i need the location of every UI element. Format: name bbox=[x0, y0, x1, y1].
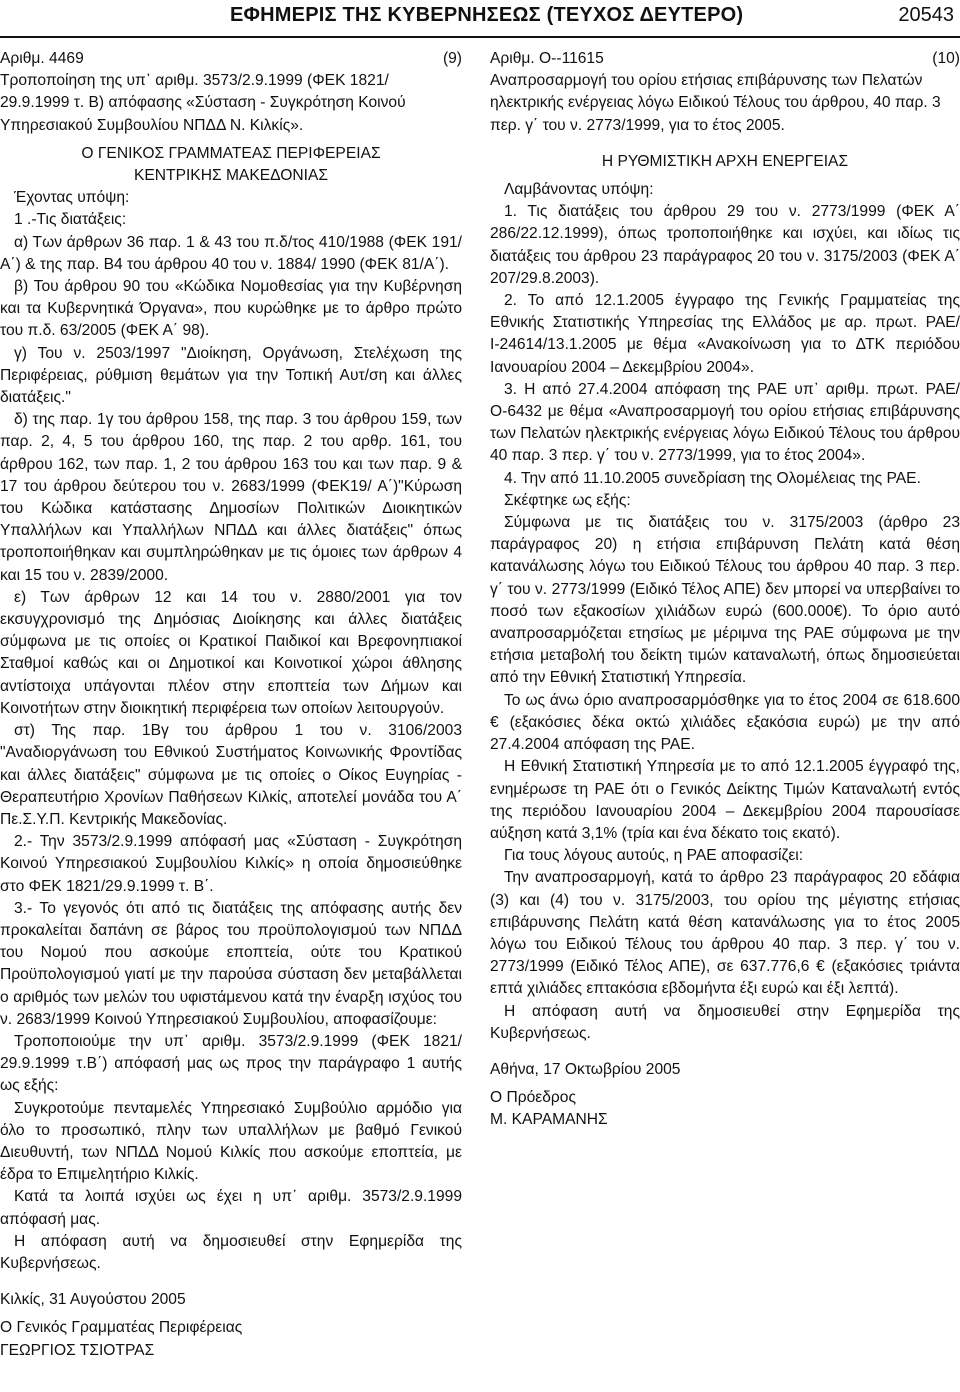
paragraph: Τροποποιούμε την υπ᾽ αριθμ. 3573/2.9.1999 (ΦΕΚ 1821/ 29.9.1999 τ.Β΄) απόφασή μας ως προς την παράγραφο 1 αυτής ως εξής: bbox=[0, 1032, 462, 1095]
paragraph: Το ως άνω όριο αναπροσαρμόσθηκε για το έτος 2004 σε 618.600 € (εξακόσιες δέκα οκτώ χιλιάδες εξακόσια ευρώ) με την από 27.4.2004 απόφαση της ΡΑΕ. bbox=[490, 691, 960, 754]
paragraph: 2. Το από 12.1.2005 έγγραφο της Γενικής Γραμματείας της Εθνικής Στατιστικής Υπηρεσίας της Ελλάδος με αρ. πρωτ. ΡΑΕ/Ι-24614/13.1.2005 με θέμα «Ανακοίνωση για το ΔΤΚ περιόδου Ιανουαρίου 2004 – Δεκεμβρίου 2004». bbox=[490, 292, 960, 376]
paragraph: 4. Την από 11.10.2005 συνεδρίαση της Ολομέλειας της ΡΑΕ. bbox=[504, 469, 921, 487]
paragraph: Η Εθνική Στατιστική Υπηρεσία με το από 12.1.2005 έγγραφό της, ενημέρωσε τη ΡΑΕ ότι ο Γενικός Δείκτης Τιμών Καταναλωτή εντός της περιόδου Ιανουαρίου 2004 – Δεκεμβρίου 2004 παρουσίασε αύξηση κατά 3,1% (τρία και ένα δέκατο τοις εκατό). bbox=[490, 758, 960, 842]
signer-name: ΓΕΩΡΓΙΟΣ ΤΣΙΟΤΡΑΣ bbox=[0, 1341, 155, 1359]
paragraph: α) Των άρθρων 36 παρ. 1 & 43 του π.δ/τος 410/1988 (ΦΕΚ 191/Α΄) & της παρ. Β4 του άρθρου 40 του ν. 1884/ 1990 (ΦΕΚ 81/Α΄). bbox=[0, 233, 462, 273]
paragraph: δ) της παρ. 1γ του άρθρου 158, της παρ. 3 του άρθρου 159, των παρ. 2, 4, 5 του άρθρου 160, της παρ. 2 του αρθρ. 161, του άρθρου 162, των παρ. 1, 2 του άρθρου 163 του και των παρ. 9 & 17 του άρθρου δεύτερου του ν. 2683/1999 (ΦΕΚ19/ Α΄)"Κύρωση του Κώδικα κατάστασης Δημοσίων Πολιτικών Διοικητικών Υπαλλήλων και Υπαλλήλων ΝΠΔΔ και άλλες διατάξεις" όπως τροποποιήθηκαν και συμπληρώθηκαν με τις όμοιες των άρθρων 4 και 15 του ν. 2839/2000. bbox=[0, 411, 462, 584]
decision-subject: Αναπροσαρμογή του ορίου ετήσιας επιβάρυνσης των Πελατών ηλεκτρικής ενέργειας λόγω Ειδικού Τέλους του άρθρου, 40 παρ. 3 περ. γ΄ του ν. 2773/1999, για το έτος 2005. bbox=[490, 72, 941, 134]
decision-number-row bbox=[490, 48, 960, 70]
left-column bbox=[0, 48, 462, 1362]
paragraph: Την αναπροσαρμογή, κατά το άρθρο 23 παράγραφος 20 εδάφια (3) και (4) του ν. 3175/2003, του ορίου της μέγιστης ετήσιας επιβάρυνσης Πελάτη κατά θέση κατανάλωσης για το έτος 2005 λόγω του Ειδικού Τέλους του άρθρου 40 παρ. 3 περ. γ΄ του ν. 2773/1999 (Ειδικό Τέλος ΑΠΕ), σε 637.776,6 € (εξακόσιες τριάντα επτά χιλιάδες επτακόσια εβδομήντα έξι ευρώ και έξι λεπτά). bbox=[490, 869, 960, 998]
paragraph: Η απόφαση αυτή να δημοσιευθεί στην Εφημερίδα της Κυβερνήσεως. bbox=[490, 1002, 960, 1042]
decision-subject: Τροποποίηση της υπ᾽ αριθμ. 3573/2.9.1999 (ΦΕΚ 1821/ 29.9.1999 τ. Β) απόφασης «Σύσταση - Συγκρότηση Κοινού Υπηρεσιακού Συμβουλίου ΝΠΔΔ Ν. Κιλκίς». bbox=[0, 72, 406, 134]
considering-heading: Λαμβάνοντας υπόψη: bbox=[504, 181, 654, 199]
paragraph: ε) Των άρθρων 12 και 14 του ν. 2880/2001 για τον εκσυγχρονισμό της Δημόσιας Διοίκησης και άλλες διατάξεις σύμφωνα με τις οποίες οι Κρατικοί Παιδικοί και Βρεφονηπιακοί Σταθμοί καθώς και οι Δημοτικοί και Κοινοτικοί χώροι άθλησης αντίστοιχα υπάγονται πλέον στην εποπτεία των Δήμων και Κοινοτήτων στην διοικητική περιφέρεια των οποίων λειτουργούν. bbox=[0, 588, 462, 717]
place-date: Κιλκίς, 31 Αυγούστου 2005 bbox=[0, 1291, 186, 1309]
paragraph: γ) Του ν. 2503/1997 "Διοίκηση, Οργάνωση, Στελέχωση της Περιφέρειας, ρύθμιση θεμάτων για την Τοπική Αυτ/ση και άλλες διατάξεις." bbox=[0, 344, 462, 407]
thinking-heading: Σκέφτηκε ως εξής: bbox=[504, 491, 631, 509]
page-header bbox=[0, 4, 960, 32]
paragraph: 3. Η από 27.4.2004 απόφαση της ΡΑΕ υπ᾽ αριθμ. πρωτ. ΡΑΕ/Ο-6432 με θέμα «Αναπροσαρμογή του ορίου ετήσιας επιβάρυνσης των Πελατών ηλεκτρικής ενέργειας λόγω Ειδικού Τέλους του άρθρου 40 παρ. 3 περ. γ΄ του ν. 2773/1999, για το έτος 2004». bbox=[490, 380, 960, 465]
header-rule bbox=[0, 36, 960, 38]
paragraph: Η απόφαση αυτή να δημοσιευθεί στην Εφημερίδα της Κυβερνήσεως. bbox=[0, 1232, 462, 1272]
decision-tag: (9) bbox=[442, 50, 462, 67]
paragraph: Για τους λόγους αυτούς, η ΡΑΕ αποφασίζει: bbox=[504, 847, 804, 865]
decision-number-row bbox=[0, 48, 462, 70]
paragraph: 2.- Την 3573/2.9.1999 απόφασή μας «Σύσταση - Συγκρότηση Κοινού Υπηρεσιακού Συμβουλίου Κιλκίς» η οποία δημοσιεύθηκε στο ΦΕΚ 1821/29.9.1999 τ. Β΄. bbox=[0, 833, 462, 895]
paragraph: Σύμφωνα με τις διατάξεις του ν. 3175/2003 (άρθρο 23 παράγραφος 20) η ετήσια επιβάρυνση Πελάτη κατά θέση κατανάλωσης λόγω του Ειδικού Τέλους του άρθρου 40 παρ. 3 περ. γ΄ του ν. 2773/1999 (Ειδικό Τέλος ΑΠΕ) δεν μπορεί να υπερβαίνει το ποσό των εξακοσίων χιλιάδων ευρώ (600.000€). Το όριο αυτό αναπροσαρμόζεται ετησίως με μέριμνα της ΡΑΕ σύμφωνα με την ετήσια μεταβολή του δείκτη τιμών καταναλωτή, όπως δημοσιεύεται από την Εθνική Στατιστική Υπηρεσία. bbox=[490, 514, 960, 687]
signer-role: Ο Γενικός Γραμματέας Περιφέρειας bbox=[0, 1319, 243, 1337]
paragraph: 1 .-Τις διατάξεις: bbox=[14, 211, 127, 229]
signer-role: Ο Πρόεδρος bbox=[490, 1089, 576, 1107]
paragraph: β) Του άρθρου 90 του «Κώδικα Νομοθεσίας για την Κυβέρνηση και τα Κυβερνητικά Όργανα», που κυρώθηκε με το άρθρο πρώτο του π.δ. 63/2005 (ΦΕΚ Α΄ 98). bbox=[0, 278, 462, 340]
paragraph: 1. Τις διατάξεις του άρθρου 29 του ν. 2773/1999 (ΦΕΚ Α΄ 286/22.12.1999), όπως τροποποιήθηκε και ισχύει, και ιδίως τις διατάξεις του άρθρου 23 παράγραφος 20 του ν. 3175/2003 (ΦΕΚ Α΄ 207/29.8.2003). bbox=[490, 203, 960, 287]
paragraph: Κατά τα λοιπά ισχύει ως έχει η υπ᾽ αριθμ. 3573/2.9.1999 απόφασή μας. bbox=[0, 1188, 462, 1228]
authority-line: Η ΡΥΘΜΙΣΤΙΚΗ ΑΡΧΗ ΕΝΕΡΓΕΙΑΣ bbox=[601, 152, 849, 170]
page-number: 20543 bbox=[898, 4, 954, 26]
paragraph: στ) Της παρ. 1Βγ του άρθρου 1 του ν. 3106/2003 "Αναδιοργάνωση του Εθνικού Συστήματος Κοινωνικής Φροντίδας και άλλες διατάξεις" σύμφωνα με τις οποίες ο Οίκος Ευγηρίας - Θεραπευτήριο Χρονίων Παθήσεων Κιλκίς, αποτελεί μονάδα του Α΄ Πε.Σ.Υ.Π. Κεντρικής Μακεδονίας. bbox=[0, 722, 462, 828]
signer-name: Μ. ΚΑΡΑΜΑΝΗΣ bbox=[490, 1111, 608, 1129]
decision-number: Αριθμ. Ο--11615 bbox=[490, 50, 604, 67]
decision-number: Αριθμ. 4469 bbox=[0, 50, 84, 67]
considering-heading: Έχοντας υπόψη: bbox=[14, 189, 130, 207]
decision-tag: (10) bbox=[932, 50, 960, 67]
paragraph: Συγκροτούμε πενταμελές Υπηρεσιακό Συμβούλιο αρμόδιο για όλο το προσωπικό, πλην των υπαλλήλων με βαθμό Γενικού Διευθυντή, των ΝΠΔΔ Νομού Κιλκίς που ασκούμε εποπτεία, με έδρα το Επιμελητήριο Κιλκίς. bbox=[0, 1099, 462, 1184]
authority-line-1: Ο ΓΕΝΙΚΟΣ ΓΡΑΜΜΑΤΕΑΣ ΠΕΡΙΦΕΡΕΙΑΣ bbox=[81, 144, 381, 162]
place-date: Αθήνα, 17 Οκτωβρίου 2005 bbox=[490, 1060, 681, 1078]
paragraph: 3.- Το γεγονός ότι από τις διατάξεις της απόφασης αυτής δεν προκαλείται δαπάνη σε βάρος του προϋπολογισμού των ΝΠΔΔ του Νομού που ασκούμε εποπτεία, ούτε του Κρατικού Προϋπολογισμού γιατί με την παρούσα σύσταση δεν μεταβάλλεται ο αριθμός των μελών του υφιστάμενου κατά την έναρξη ισχύος του ν. 2683/1999 Κοινού Υπηρεσιακού Συμβουλίου, αποφασίζουμε: bbox=[0, 899, 462, 1028]
right-column bbox=[490, 48, 960, 1132]
gazette-title: ΕΦΗΜΕΡΙΣ ΤΗΣ ΚΥΒΕΡΝΗΣΕΩΣ (ΤΕΥΧΟΣ ΔΕΥΤΕΡΟ) bbox=[230, 4, 744, 26]
authority-line-2: ΚΕΝΤΡΙΚΗΣ ΜΑΚΕΔΟΝΙΑΣ bbox=[133, 167, 328, 185]
